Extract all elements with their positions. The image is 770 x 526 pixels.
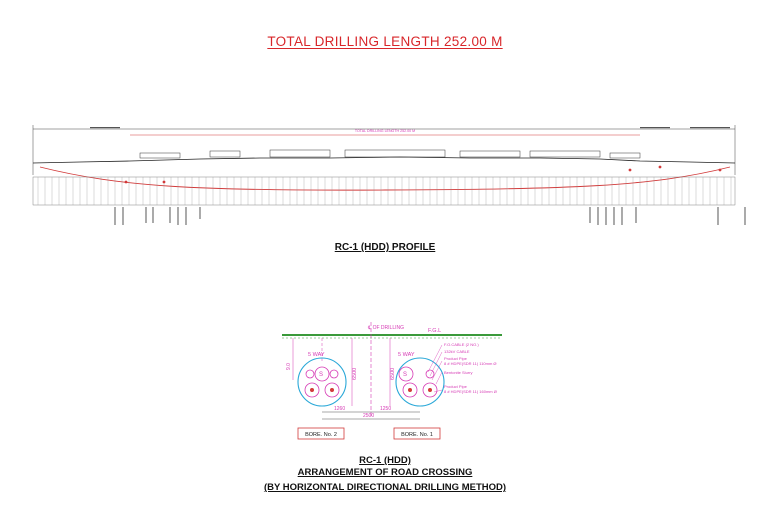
road-crossing-drawing (250, 318, 520, 443)
dim-1260-right: 1250 (380, 406, 392, 412)
surface-features (140, 150, 640, 158)
note-132kv: 132kV CABLE (444, 349, 470, 354)
drilling-length-title: TOTAL DRILLING LENGTH 252.00 M (267, 34, 503, 49)
profile-grid-ticks (38, 177, 731, 205)
right-way-label: 5 WAY (398, 352, 415, 358)
crossing-notes (444, 342, 497, 394)
rc1-heading: RC-1 (HDD) (359, 455, 411, 466)
bore-1-label: BORE. No. 1 (401, 432, 433, 438)
profile-heading: RC-1 (HDD) PROFILE (334, 242, 436, 253)
bore-2-circle (298, 358, 346, 406)
cl-drilling-label: ℄ OF DRILLING (368, 325, 404, 331)
fgl-label: F.G.L (428, 328, 442, 334)
left-way-label: 5 WAY (308, 352, 325, 358)
note-fo-cable: F.O.CABLE (2 NO.) (444, 342, 479, 347)
drill-path-line (40, 167, 730, 190)
dim-2500: 2500 (363, 413, 375, 419)
profile-length-label: TOTAL DRILLING LENGTH 252.00 M (354, 129, 416, 133)
hdd-profile-drawing (0, 115, 770, 235)
note-hdpe-110: 8 # HDPE(SDR 11) 110mm Ø (444, 361, 497, 366)
method-heading: (BY HORIZONTAL DIRECTIONAL DRILLING METHOD) (263, 482, 507, 493)
profile-data-table (33, 177, 735, 205)
depth-left-dim: 6500 (352, 367, 358, 380)
note-product-pipe-2: Product Pipe (444, 384, 467, 389)
note-hdpe-160: 8 # HDPE(SDR 11) 160mm Ø (444, 389, 497, 394)
note-product-pipe-1: Product Pipe (444, 356, 467, 361)
depth-right-dim: 6500 (390, 367, 396, 380)
vertical-leader-labels (115, 207, 745, 225)
note-bentonite: Bentonite Slurry (444, 370, 473, 375)
bore-2-label: BORE. No. 2 (305, 432, 337, 438)
arrangement-heading: ARRANGEMENT OF ROAD CROSSING (297, 467, 473, 478)
right-s-label: S (403, 372, 408, 378)
left-s-label: S (319, 372, 324, 378)
dim-1260-left: 1260 (334, 406, 346, 412)
left-depth-label: 9.0 (286, 363, 292, 370)
